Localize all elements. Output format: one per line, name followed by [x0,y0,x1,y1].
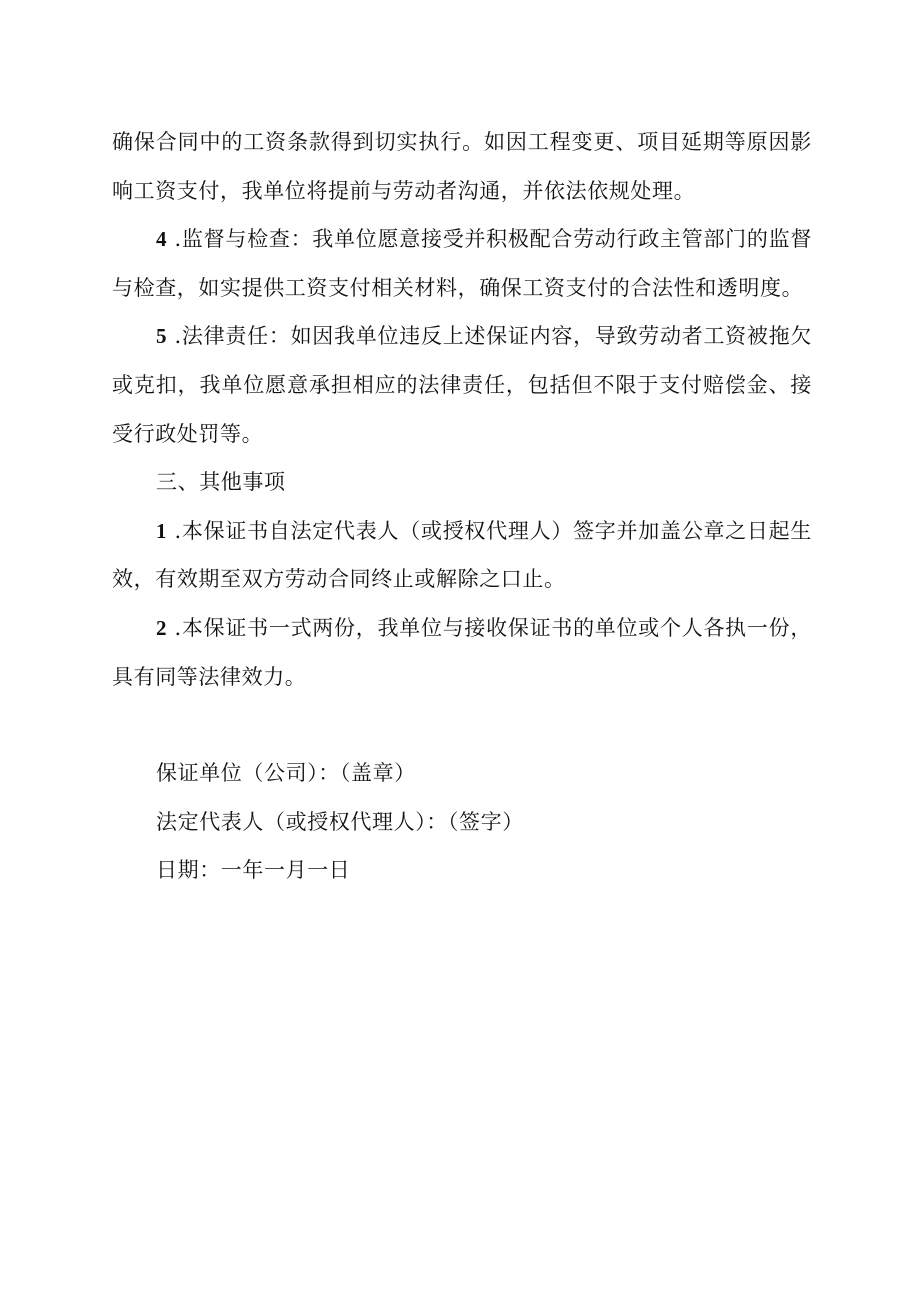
paragraph-text: .本保证书一式两份，我单位与接收保证书的单位或个人各执一份，具有同等法律效力。 [112,615,812,689]
document-body [112,118,812,701]
paragraph-item-5 [112,312,812,458]
paragraph-text: .本保证书自法定代表人（或授权代理人）签字并加盖公章之日起生效，有效期至双方劳动合同终止或解除之口止。 [112,518,812,592]
paragraph-text: .法律责任：如因我单位违反上述保证内容，导致劳动者工资被拖欠或克扣，我单位愿意承担相应的法律责任，包括但不限于支付赔偿金、接受行政处罚等。 [112,324,812,446]
item-number: 1 [156,518,168,543]
legal-representative-line: 法定代表人（或授权代理人）：（签字） [156,809,524,834]
item-number: 5 [156,324,168,349]
item-number: 4 [156,227,168,252]
paragraph-continuation [112,118,812,215]
section-heading-other-matters [112,458,812,507]
paragraph-text: .监督与检查：我单位愿意接受并积极配合劳动行政主管部门的监督与检查，如实提供工资支付相关材料，确保工资支付的合法性和透明度。 [112,227,812,300]
paragraph-item-4 [112,215,812,312]
paragraph-other-2 [112,604,812,701]
paragraph-other-1 [112,507,812,604]
signature-block [156,749,816,895]
section-heading-text: 三、其他事项 [156,470,286,495]
date-line: 日期：一年一月一日 [156,858,351,883]
item-number: 2 [156,615,168,640]
paragraph-text: 确保合同中的工资条款得到切实执行。如因工程变更、项目延期等原因影响工资支付，我单位将提前与劳动者沟通，并依法依规处理。 [112,130,812,203]
guarantor-company-line: 保证单位（公司）：（盖章） [156,761,416,785]
